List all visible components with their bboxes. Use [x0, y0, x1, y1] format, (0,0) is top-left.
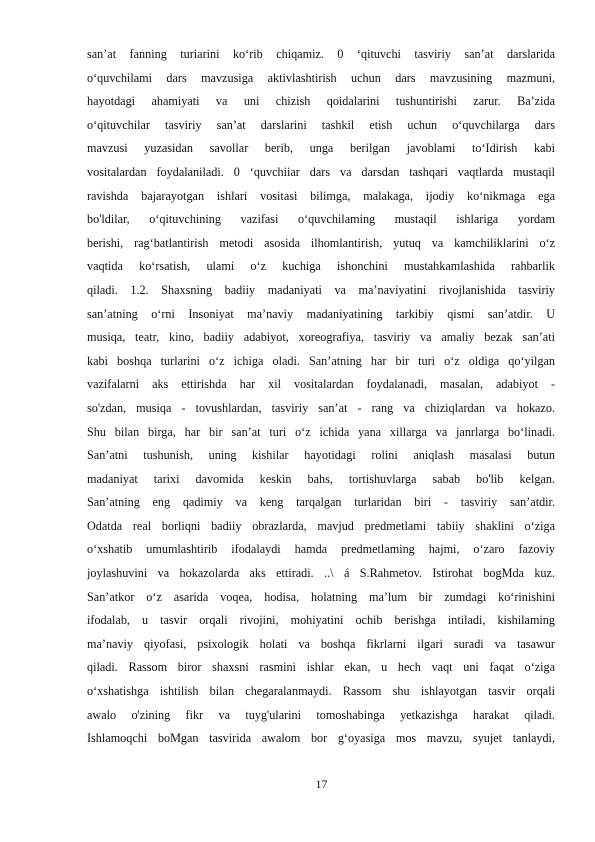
text-line: san’at fanning turiarini ko‘rib chiqamiz. 0 ‘qituvchi tasviriy san’at darslarida [87, 47, 555, 61]
text-line: musiqa, teatr, kino, badiiy adabiyot, xoreografiya, tasviriy va amaliy bezak san’ati [87, 330, 555, 345]
text-line: ma’naviy qiyofasi, psixologik holati va boshqa fikrlarni ilgari suradi va tasawur [87, 636, 555, 651]
text-line: o‘xshatib umumlashtirib ifodalaydi hamda predmetlaming hajmi, o‘zaro fazoviy [87, 542, 555, 557]
text-line: Odatda real borliqni badiiy obrazlarda, mavjud predmetlami tabiiy shaklini o‘ziga [87, 518, 555, 533]
text-line: ravishda bajarayotgan ishlari vositasi bilimga, malakaga, ijodiy ko‘nikmaga ega [87, 188, 555, 203]
text-line: vaqtida ko‘rsatish, ulami o‘z kuchiga ishonchini mustahkamlashida rahbarlik [87, 259, 555, 274]
text-line: o‘qituvchilar tasviriy san’at darslarini tashkil etish uchun o‘quvchilarga dars [87, 117, 555, 132]
text-line: vositalardan foydalaniladi. 0 ‘quvchiiar dars va darsdan tashqari vaqtlarda mustaqil [87, 164, 555, 179]
page-number: 17 [315, 777, 328, 791]
text-line: awalo o'zining fikr va tuyg'ularini tomoshabinga yetkazishga harakat qiladi. [87, 707, 555, 722]
text-line: berishi, rag‘batlantirish metodi asosida ilhomlantirish, yutuq va kamchiliklarini o‘z [87, 235, 555, 250]
text-line: qiladi. Rassom biror shaxsni rasmini ishlar ekan, u hech vaqt uni faqat o‘ziga [87, 660, 555, 675]
text-line: hayotdagi ahamiyati va uni chizish qoidalarini tushuntirishi zarur. Ba’zida [87, 94, 555, 109]
text-line: San’atning eng qadimiy va keng tarqalgan turlaridan biri - tasviriy san’atdir. [87, 495, 555, 510]
text-line: joylashuvini va hokazolarda aks ettiradi. ..\ á S.Rahmetov. Istirohat bogMda kuz. [87, 566, 555, 581]
text-line: so'zdan, musiqa - tovushlardan, tasviriy san’at - rang va chiziqlardan va hokazo. [87, 400, 555, 415]
text-line: mavzusi yuzasidan savollar berib, unga berilgan javoblami to‘Idirish kabi [87, 141, 555, 156]
text-line: madaniyat tarixi davomida keskin bahs, tortishuvlarga sabab bo'lib kelgan. [87, 471, 555, 486]
text-line: kabi boshqa turlarini o‘z ichiga oladi. San’atning har bir turi o‘z oldiga qo‘yilgan [87, 353, 555, 368]
text-line: san’atning o‘rni Insoniyat ma’naviy madaniyatining tarkibiy qismi san’atdir. U [87, 306, 555, 321]
text-line: vazifalarni aks ettirishda har xil vositalardan foydalanadi, masalan, adabiyot - [87, 377, 555, 392]
text-line: ifodalab, u tasvir orqali rivojini, mohiyatini ochib berishga intiladi, kishilaming [87, 613, 555, 628]
body-text [87, 43, 555, 751]
text-line: o‘quvchilami dars mavzusiga aktivlashtirish uchun dars mavzusining mazmuni, [87, 70, 555, 85]
text-line: bo'ldilar, o‘qituvchining vazifasi o‘quvchilaming mustaqil ishlariga yordam [87, 212, 555, 227]
text-line: San’atni tushunish, uning kishilar hayotidagi rolini aniqlash masalasi butun [87, 448, 555, 463]
text-line: qiladi. 1.2. Shaxsning badiiy madaniyati va ma’naviyatini rivojlanishida tasviriy [87, 282, 555, 297]
text-line: o‘xshatishga ishtilish bilan chegaralanmaydi. Rassom shu ishlayotgan tasvir orqali [87, 684, 555, 699]
text-line: Shu bilan birga, har bir san’at turi o‘z ichida yana xillarga va janrlarga bo‘linadi. [87, 424, 555, 439]
text-line: San’atkor o‘z asarida voqea, hodisa, holatning ma’lum bir zumdagi ko‘rinishini [87, 589, 555, 604]
text-line: Ishlamoqchi boMgan tasvirida awalom bor g‘oyasiga mos mavzu, syujet tanlaydi, [87, 731, 555, 746]
